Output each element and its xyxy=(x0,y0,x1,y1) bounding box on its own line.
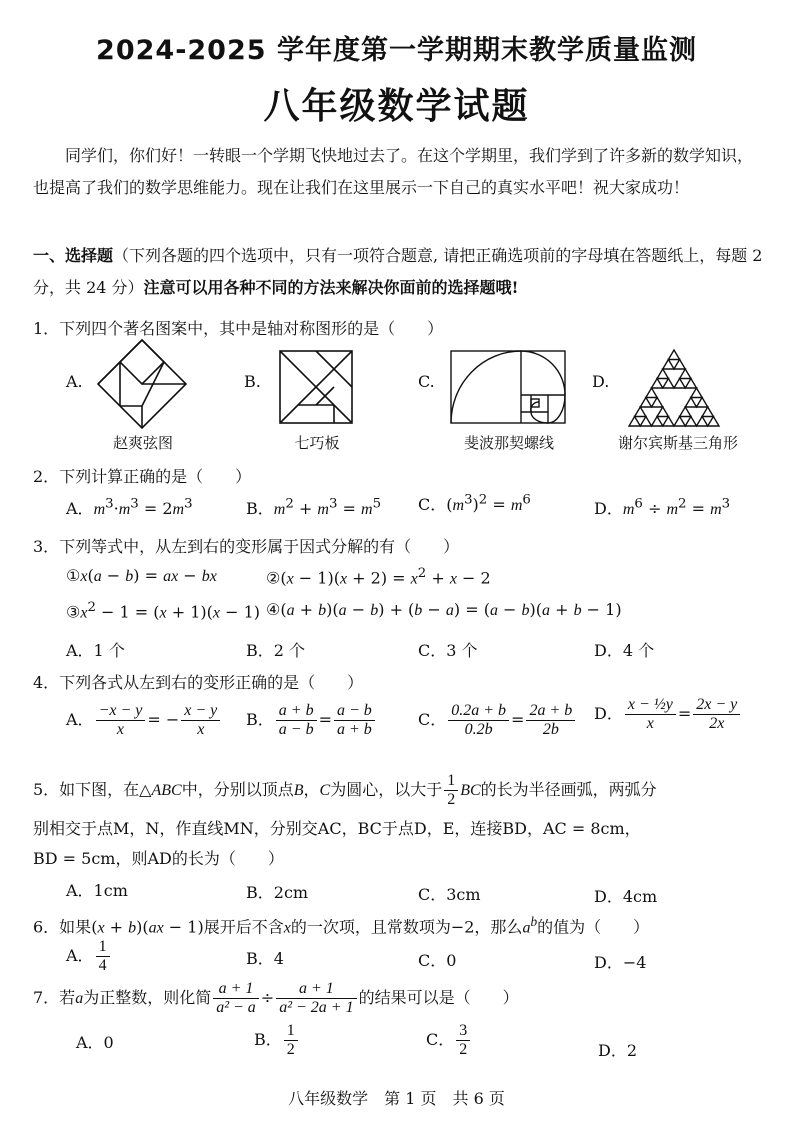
q7-stem: 7．若a为正整数，则化简 $\frac{a + 1}{\text{a² − a}}$ ÷ $\frac{a + 1}{\text{a² − 2a + 1}}$ 的结果可以是（ ） xyxy=(33,980,519,1016)
q5-line-3: BD = 5cm，则AD的长为（ ） xyxy=(33,849,284,868)
q1-label-c: C. xyxy=(418,372,435,391)
q1-label-d: D. xyxy=(592,372,610,391)
q5-option-b: B．2cm xyxy=(246,883,309,902)
q3-option-c: C．3 个 xyxy=(418,641,478,660)
q6-option-d: D．−4 xyxy=(594,953,647,972)
q1-label-a: A. xyxy=(66,372,83,391)
zhaoshuang-figure xyxy=(96,338,188,430)
q6-option-a: A． $\frac{1}{4}$ xyxy=(66,938,112,975)
tangram-figure xyxy=(279,350,353,424)
q4-stem: 4．下列各式从左到右的变形正确的是（ ） xyxy=(33,673,364,692)
q5-line-1: 5．如下图，在△ABC中，分别以顶点B，C为圆心，以大于 $\frac{1}{2}$ BC的长为半径画弧，两弧分 xyxy=(33,772,657,808)
q7-option-a: A．0 xyxy=(76,1033,114,1052)
section-heading xyxy=(33,240,763,304)
exam-title: 2024-2025 学年度第一学期期末教学质量监测 xyxy=(96,35,697,66)
q3-option-d: D．4 个 xyxy=(594,641,655,660)
exam-subtitle: 八年级数学试题 xyxy=(263,86,530,127)
q4-option-a: A． $\frac{-x - y}{x}$ = − $\frac{x - y}{x}$ xyxy=(66,702,222,739)
q3-item-3: $③x^2 - 1 = (x + 1)(x - 1)$ xyxy=(66,600,260,622)
q7-option-d: D．2 xyxy=(598,1041,638,1060)
q4-option-b: B． $\frac{a + b}{a - b}$ = $\frac{a - b}{a + b}$ xyxy=(246,702,377,739)
intro-text: 同学们，你们好！一转眼一个学期飞快地过去了。在这个学期里，我们学到了许多新的数学知识，也提高了我们的数学思维能力。现在让我们在这里展示一下自己的真实水平吧！祝大家成功！ xyxy=(33,146,754,197)
q6-option-c: C．0 xyxy=(418,951,457,970)
q2-option-a: A．$m^3\cdot m^3 = 2m^3$ xyxy=(66,496,193,518)
sierpinski-triangle-figure xyxy=(627,348,721,428)
q2-option-b: B．$m^2 + m^3 = m^5$ xyxy=(246,496,382,518)
section-instruction: （下列各题的四个选项中，只有一项符合题意, 请把正确选项前的字母填在答题纸上，每题 2 分，共 24 分） xyxy=(33,246,763,297)
q6-option-b: B．4 xyxy=(246,949,284,968)
q1-label-b: B. xyxy=(244,372,261,391)
page-footer: 八年级数学 第 1 页 共 6 页 xyxy=(288,1089,505,1108)
q1-caption-b: 七巧板 xyxy=(294,434,340,452)
q5-option-c: C．3cm xyxy=(418,885,481,904)
q3-item-2: ②(x − $1)(x + 2) = x^2 + x - 2$ xyxy=(266,566,491,588)
q1-caption-d: 谢尔宾斯基三角形 xyxy=(617,434,738,452)
fibonacci-spiral-figure xyxy=(450,350,566,424)
q2-option-c: C．$(m^3)^2 = m^6$ xyxy=(418,492,531,514)
q2-option-d: D．$m^6 \div m^2 = m^3$ xyxy=(594,496,731,518)
q3-option-a: A．1 个 xyxy=(66,641,125,660)
section-title: 一、选择题 xyxy=(33,246,114,265)
section-note: 注意可以用各种不同的方法来解决你面前的选择题哦! xyxy=(143,278,519,297)
q1-caption-a: 赵爽弦图 xyxy=(112,434,173,452)
q3-option-b: B．2 个 xyxy=(246,641,306,660)
q3-stem: 3．下列等式中，从左到右的变形属于因式分解的有（ ） xyxy=(33,537,460,556)
q3-item-4: ④(a + b)(a − b) + (b − a) = (a − b)(a + b − 1) xyxy=(266,600,622,619)
q2-stem: 2．下列计算正确的是（ ） xyxy=(33,467,252,486)
q1-caption-c: 斐波那契螺线 xyxy=(463,434,554,452)
q7-option-c: C． $\frac{3}{2}$ xyxy=(426,1022,472,1059)
q3-item-1: ①x(a − b) = ax − bx xyxy=(66,566,217,585)
q6-stem: 6．如果(x + b)(ax − 1)展开后不含x的一次项，且常数项为−2，那么$a^b$的值为（ ） xyxy=(33,914,650,937)
q4-option-c: C． $\frac{0.2a + b}{0.2b}$ = $\frac{2a + b}{2b}$ xyxy=(418,702,577,739)
q5-option-a: A．1cm xyxy=(66,881,128,900)
q7-option-b: B． $\frac{1}{2}$ xyxy=(254,1022,300,1059)
q5-line-2: 别相交于点M，N，作直线MN，分别交AC，BC于点D，E，连接BD，AC = 8cm， xyxy=(33,819,641,838)
q1-stem: 1．下列四个著名图案中，其中是轴对称图形的是（ ） xyxy=(33,319,444,338)
q4-option-d: D． $\frac{\text{x − ½y}}{x}$ = $\frac{2x - y}{2x}$ xyxy=(594,696,742,733)
q5-option-d: D．4cm xyxy=(594,887,658,906)
